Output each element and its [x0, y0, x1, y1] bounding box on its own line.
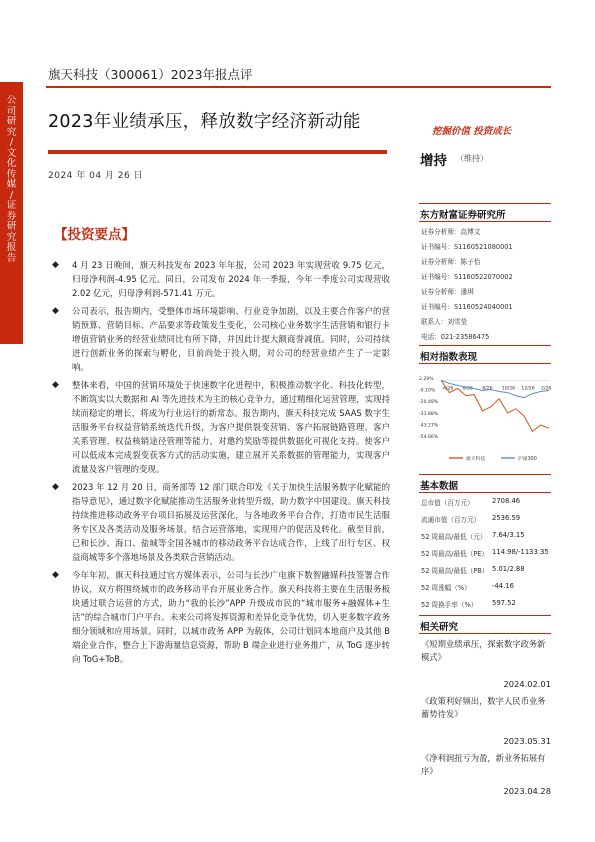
- legend-label: 旗天科技: [466, 457, 486, 462]
- diamond-bullet-icon: ◆: [52, 306, 59, 316]
- chart-rule-bottom: [419, 363, 551, 364]
- x-tick-label: 12/26: [521, 386, 535, 392]
- bullet-text: 今年年初，旗天科技通过官方媒体表示，公司与长沙广电旗下数智融媒科技签署合作协议，双方将围绕城市的政务移动平台开展业务合作。旗天科技将主要在生活服务板块通过联合运营的方式，助力“我的长沙”APP 升级成市民的“城市服务+融媒体+生活”的综合城市门户平台。未来公司将发挥资源和差异化竞争优势，切入更多数字政务细分领域和应用场景。同时，以城市政务 APP 为载体，公司计划同本地商户及其他 B 端企业合作，整合上下游海量信息资源，帮助 B 端企业进行业务推广，从 ToG 逐步转向 ToG+ToB。: [72, 570, 390, 664]
- analyst-line: 电话：021-23586475: [421, 333, 490, 341]
- related-item-date: 2024.02.01: [503, 679, 551, 689]
- related-rule-bottom: [419, 633, 551, 634]
- basic-value: 5.01/2.88: [492, 565, 525, 573]
- x-tick-label: 10/26: [501, 386, 516, 392]
- basic-label: 52 周涨幅（%）: [421, 584, 471, 592]
- report-date: 2024 年 04 月 26 日: [48, 171, 144, 181]
- title-underline: [48, 150, 387, 154]
- institute-rule-bottom: [419, 221, 551, 222]
- investment-bullets: [52, 258, 390, 670]
- bullet-text: 4 月 23 日晚间，旗天科技发布 2023 年年报，公司 2023 年实现营收 9.75 亿元，归母净利润-4.95 亿元。同日，公司发布 2024 年一季报，今年一季度公司实现营收 2.02 亿元，归母净利润-571.41 万元。: [72, 260, 390, 298]
- y-tick-label: -54.66%: [419, 435, 439, 440]
- diamond-bullet-icon: ◆: [52, 380, 59, 390]
- y-tick-label: -31.88%: [419, 411, 439, 417]
- basic-value: 7.64/3.15: [492, 531, 525, 539]
- x-tick-label: 4/26: [443, 386, 454, 392]
- basic-label: 52 周最高/最低（元）: [421, 533, 487, 541]
- diamond-bullet-icon: ◆: [52, 260, 59, 270]
- y-tick-label: -20.49%: [419, 400, 439, 406]
- investment-heading: 【投资要点】: [54, 227, 135, 243]
- institute-name: 东方财富证券研究所: [420, 210, 506, 221]
- x-tick-label: 2/26: [541, 386, 551, 392]
- side-label: 公司研究 / 文化传媒 / 证券研究报告: [6, 95, 17, 264]
- related-item-title[interactable]: 《政策利好频出，数字人民币业务蓄势待发》: [421, 696, 546, 719]
- related-item-title[interactable]: 《短期业绩承压，探索数字政务新模式》: [421, 639, 546, 662]
- institute-rule-top: [419, 203, 551, 204]
- basic-heading: 基本数据: [420, 481, 459, 492]
- analyst-line: 证书编号：S1160524040001: [421, 303, 513, 311]
- y-tick-label: -9.10%: [419, 388, 436, 394]
- basic-value: -44.16: [492, 582, 514, 590]
- basic-label: 52 周最高/最低（PE）: [421, 550, 489, 558]
- bullet-text: 整体来看，中国的营销环境处于快速数字化进程中，积极推动数字化、科技化转型，不断筑实以大数据和 AI 等先进技术为主的核心竞争力，通过精细化运营管理，实现持续而稳定的增长，将成为行业运行的新常态。报告期内，旗天科技完成 SAAS 数字生活服务平台权益营销系统迭代升级，为客户提供裂变营销、客户拓展链路管理、客户关系管理、权益核销途径管理等能力，对邀约奖励等提供数据化可视化支持。使客户可以低成本完成裂变获客方式的活动实施，建立展开关系数据的管理能力，实现客户流量及客户管理的变现。: [72, 380, 390, 474]
- list-item: [52, 378, 390, 476]
- list-item: [52, 258, 390, 300]
- related-item-date: 2023.05.31: [503, 736, 551, 746]
- basic-rule-bottom: [419, 492, 551, 493]
- basic-label: 流通市值（百万元）: [421, 516, 481, 524]
- page-title: 2023年业绩承压，释放数字经济新动能: [48, 112, 361, 132]
- list-item: [52, 480, 390, 564]
- list-item: [52, 304, 390, 374]
- basic-label: 总市值（百万元）: [421, 499, 474, 507]
- analyst-line: 证书编号：S1160521080001: [421, 243, 513, 251]
- analyst-line: 证券分析师：潘琪: [421, 288, 474, 296]
- basic-rule-top: [419, 474, 551, 475]
- basic-value: 2708.46: [492, 497, 521, 505]
- analyst-line: 证券分析师：高博文: [421, 228, 481, 236]
- x-tick-label: 6/26: [462, 386, 473, 392]
- rating-note: （维持）: [456, 154, 488, 163]
- top-rule: [46, 86, 551, 88]
- list-item: [52, 568, 390, 666]
- basic-value: 114.98/-1133.35: [492, 548, 549, 556]
- basic-value: 2536.59: [492, 514, 521, 522]
- legend-label: 沪深300: [518, 457, 537, 462]
- y-tick-label: -43.27%: [419, 423, 439, 429]
- related-item-title[interactable]: 《净利润扭亏为盈，新业务拓展有序》: [421, 753, 546, 776]
- slogan: 挖掘价值 投资成长: [432, 126, 512, 137]
- basic-value: 597.52: [492, 599, 516, 607]
- basic-label: 52 周换手率（%）: [421, 601, 478, 609]
- chart-heading: 相对指数表现: [420, 352, 478, 363]
- analyst-line: 证书编号：S1160522070002: [421, 273, 513, 281]
- related-heading: 相关研究: [420, 622, 459, 633]
- analyst-line: 证券分析师：陈子怡: [421, 258, 481, 266]
- analyst-line: 联系人：刘雪莹: [421, 318, 468, 326]
- bullet-text: 2023 年 12 月 20 日，商务部等 12 部门联合印发《关于加快生活服务数字化赋能的指导意见》，通过数字化赋能推动生活服务业转型升级，助力数字中国建设。旗天科技持续推进移动政务平台项目拓展及运营深化，与各地政务平台合作，打造市民生活服务专区及各类活动及服务场景，结合运营落地，实现用户的促活及转化。截至目前，已和长沙、海口、盐城等全国各城市的移动政务平台达成合作，上线了出行专区、权益商城等多个落地场景及各类联合营销活动。: [72, 482, 390, 562]
- related-rule-top: [419, 615, 551, 616]
- diamond-bullet-icon: ◆: [52, 482, 59, 492]
- bullet-text: 公司表示，报告期内，受整体市场环境影响、行业竞争加剧，以及主要合作客户的营销预算、营销目标、产品要求等政策发生变化，公司核心业务数字生活营销和银行卡增值营销业务的经营业绩同比有所下降，并因此计提大额商誉减值。同时，公司持续进行创新业务的探索与孵化，目前尚处于投入期，对公司的经营业绩产生了一定影响。: [72, 306, 390, 372]
- related-item-date: 2023.04.28: [503, 786, 551, 796]
- diamond-bullet-icon: ◆: [52, 570, 59, 580]
- x-tick-label: 8/26: [482, 386, 493, 392]
- report-type: 旗天科技（300061）2023年报点评: [48, 67, 253, 82]
- rating: 增持: [420, 153, 447, 169]
- chart-rule-top: [419, 345, 551, 346]
- basic-label: 52 周最高/最低（PB）: [421, 567, 489, 575]
- y-tick-label: 2.29%: [419, 377, 434, 382]
- relative-performance-chart: [419, 370, 551, 470]
